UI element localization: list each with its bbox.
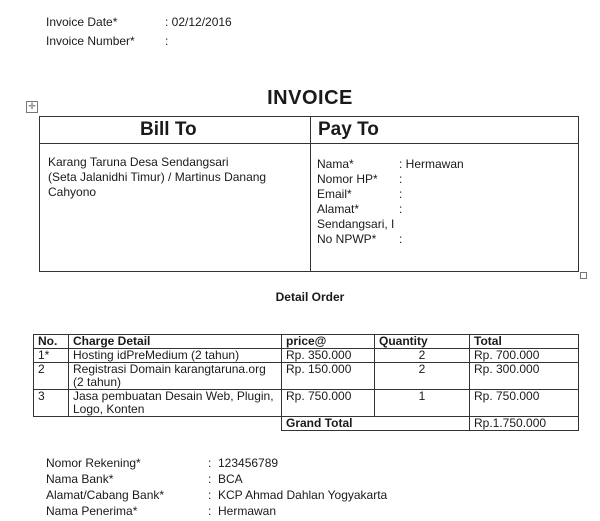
empty-cell	[34, 417, 69, 431]
header-price: price@	[282, 335, 375, 349]
header-quantity: Quantity	[375, 335, 470, 349]
bill-to-header	[40, 117, 310, 144]
bill-pay-table	[39, 116, 579, 272]
bank-recipient-value: Hermawan	[218, 504, 277, 518]
pay-to-heading: Pay To	[318, 119, 379, 140]
bank-colon: :	[208, 488, 212, 502]
invoice-number-row	[0, 33, 600, 49]
row-price: Rp. 350.000	[282, 349, 375, 363]
header-charge-detail: Charge Detail	[69, 335, 282, 349]
grand-total-row	[34, 417, 579, 431]
grand-total-value: Rp.1.750.000	[470, 417, 579, 431]
row-total: Rp. 750.000	[470, 390, 579, 417]
bank-recipient-label: Nama Penerima*	[46, 504, 138, 518]
pay-to-phone-value: :	[399, 172, 403, 186]
pay-to-address-label: Alamat*	[317, 202, 360, 216]
row-qty: 2	[375, 363, 470, 390]
grand-total-label: Grand Total	[282, 417, 470, 431]
bill-to-line: Karang Taruna Desa Sendangsari	[48, 155, 229, 169]
pay-to-phone-label: Nomor HP*	[317, 172, 378, 186]
detail-order-table	[33, 334, 579, 431]
pay-to-address-value: :	[399, 202, 403, 216]
table-row	[34, 390, 579, 417]
row-qty: 2	[375, 349, 470, 363]
pay-to-email-label: Email*	[317, 187, 352, 201]
row-qty: 1	[375, 390, 470, 417]
bank-account-number-value: 123456789	[218, 456, 279, 470]
resize-handle-icon[interactable]	[580, 272, 587, 279]
bank-colon: :	[208, 472, 212, 486]
row-detail: Hosting idPreMedium (2 tahun)	[69, 349, 282, 363]
bank-name-value: BCA	[218, 472, 243, 486]
header-total: Total	[470, 335, 579, 349]
row-detail: Jasa pembuatan Desain Web, Plugin, Logo, Konten	[69, 390, 282, 417]
move-handle-icon[interactable]: ✛	[26, 101, 38, 113]
invoice-number-value: :	[165, 34, 169, 48]
pay-to-npwp-label: No NPWP*	[317, 232, 377, 246]
bank-branch-label: Alamat/Cabang Bank*	[46, 488, 165, 502]
pay-to-address-line: Sendangsari, I	[317, 217, 395, 231]
empty-cell	[69, 417, 282, 431]
row-no: 2	[34, 363, 69, 390]
row-total: Rp. 300.000	[470, 363, 579, 390]
bank-colon: :	[208, 456, 212, 470]
bill-to-heading: Bill To	[140, 119, 197, 140]
bank-colon: :	[208, 504, 212, 518]
bill-to-line: (Seta Jalanidhi Timur) / Martinus Danang	[48, 170, 267, 184]
bank-account-number-label: Nomor Rekening*	[46, 456, 141, 470]
pay-to-email-value: :	[399, 187, 403, 201]
row-no: 1*	[34, 349, 69, 363]
table-row	[34, 349, 579, 363]
invoice-title: INVOICE	[267, 87, 353, 109]
bill-to-address	[48, 155, 298, 200]
pay-to-name-label: Nama*	[317, 157, 354, 171]
invoice-date-value: : 02/12/2016	[165, 15, 232, 29]
invoice-date-label: Invoice Date*	[46, 15, 118, 29]
table-header-row	[34, 335, 579, 349]
row-price: Rp. 150.000	[282, 363, 375, 390]
bill-to-line: Cahyono	[48, 185, 97, 199]
column-divider	[310, 117, 311, 271]
pay-to-npwp-value: :	[399, 232, 403, 246]
row-detail: Registrasi Domain karangtaruna.org (2 tahun)	[69, 363, 282, 390]
pay-to-header	[310, 117, 578, 144]
pay-to-name-value: : Hermawan	[399, 157, 464, 171]
detail-order-title: Detail Order	[275, 290, 345, 304]
invoice-date-row	[0, 14, 600, 30]
table-row	[34, 363, 579, 390]
row-no: 3	[34, 390, 69, 417]
row-price: Rp. 750.000	[282, 390, 375, 417]
row-total: Rp. 700.000	[470, 349, 579, 363]
invoice-number-label: Invoice Number*	[46, 34, 135, 48]
bank-name-label: Nama Bank*	[46, 472, 114, 486]
bank-branch-value: KCP Ahmad Dahlan Yogyakarta	[218, 488, 388, 502]
header-no: No.	[34, 335, 69, 349]
